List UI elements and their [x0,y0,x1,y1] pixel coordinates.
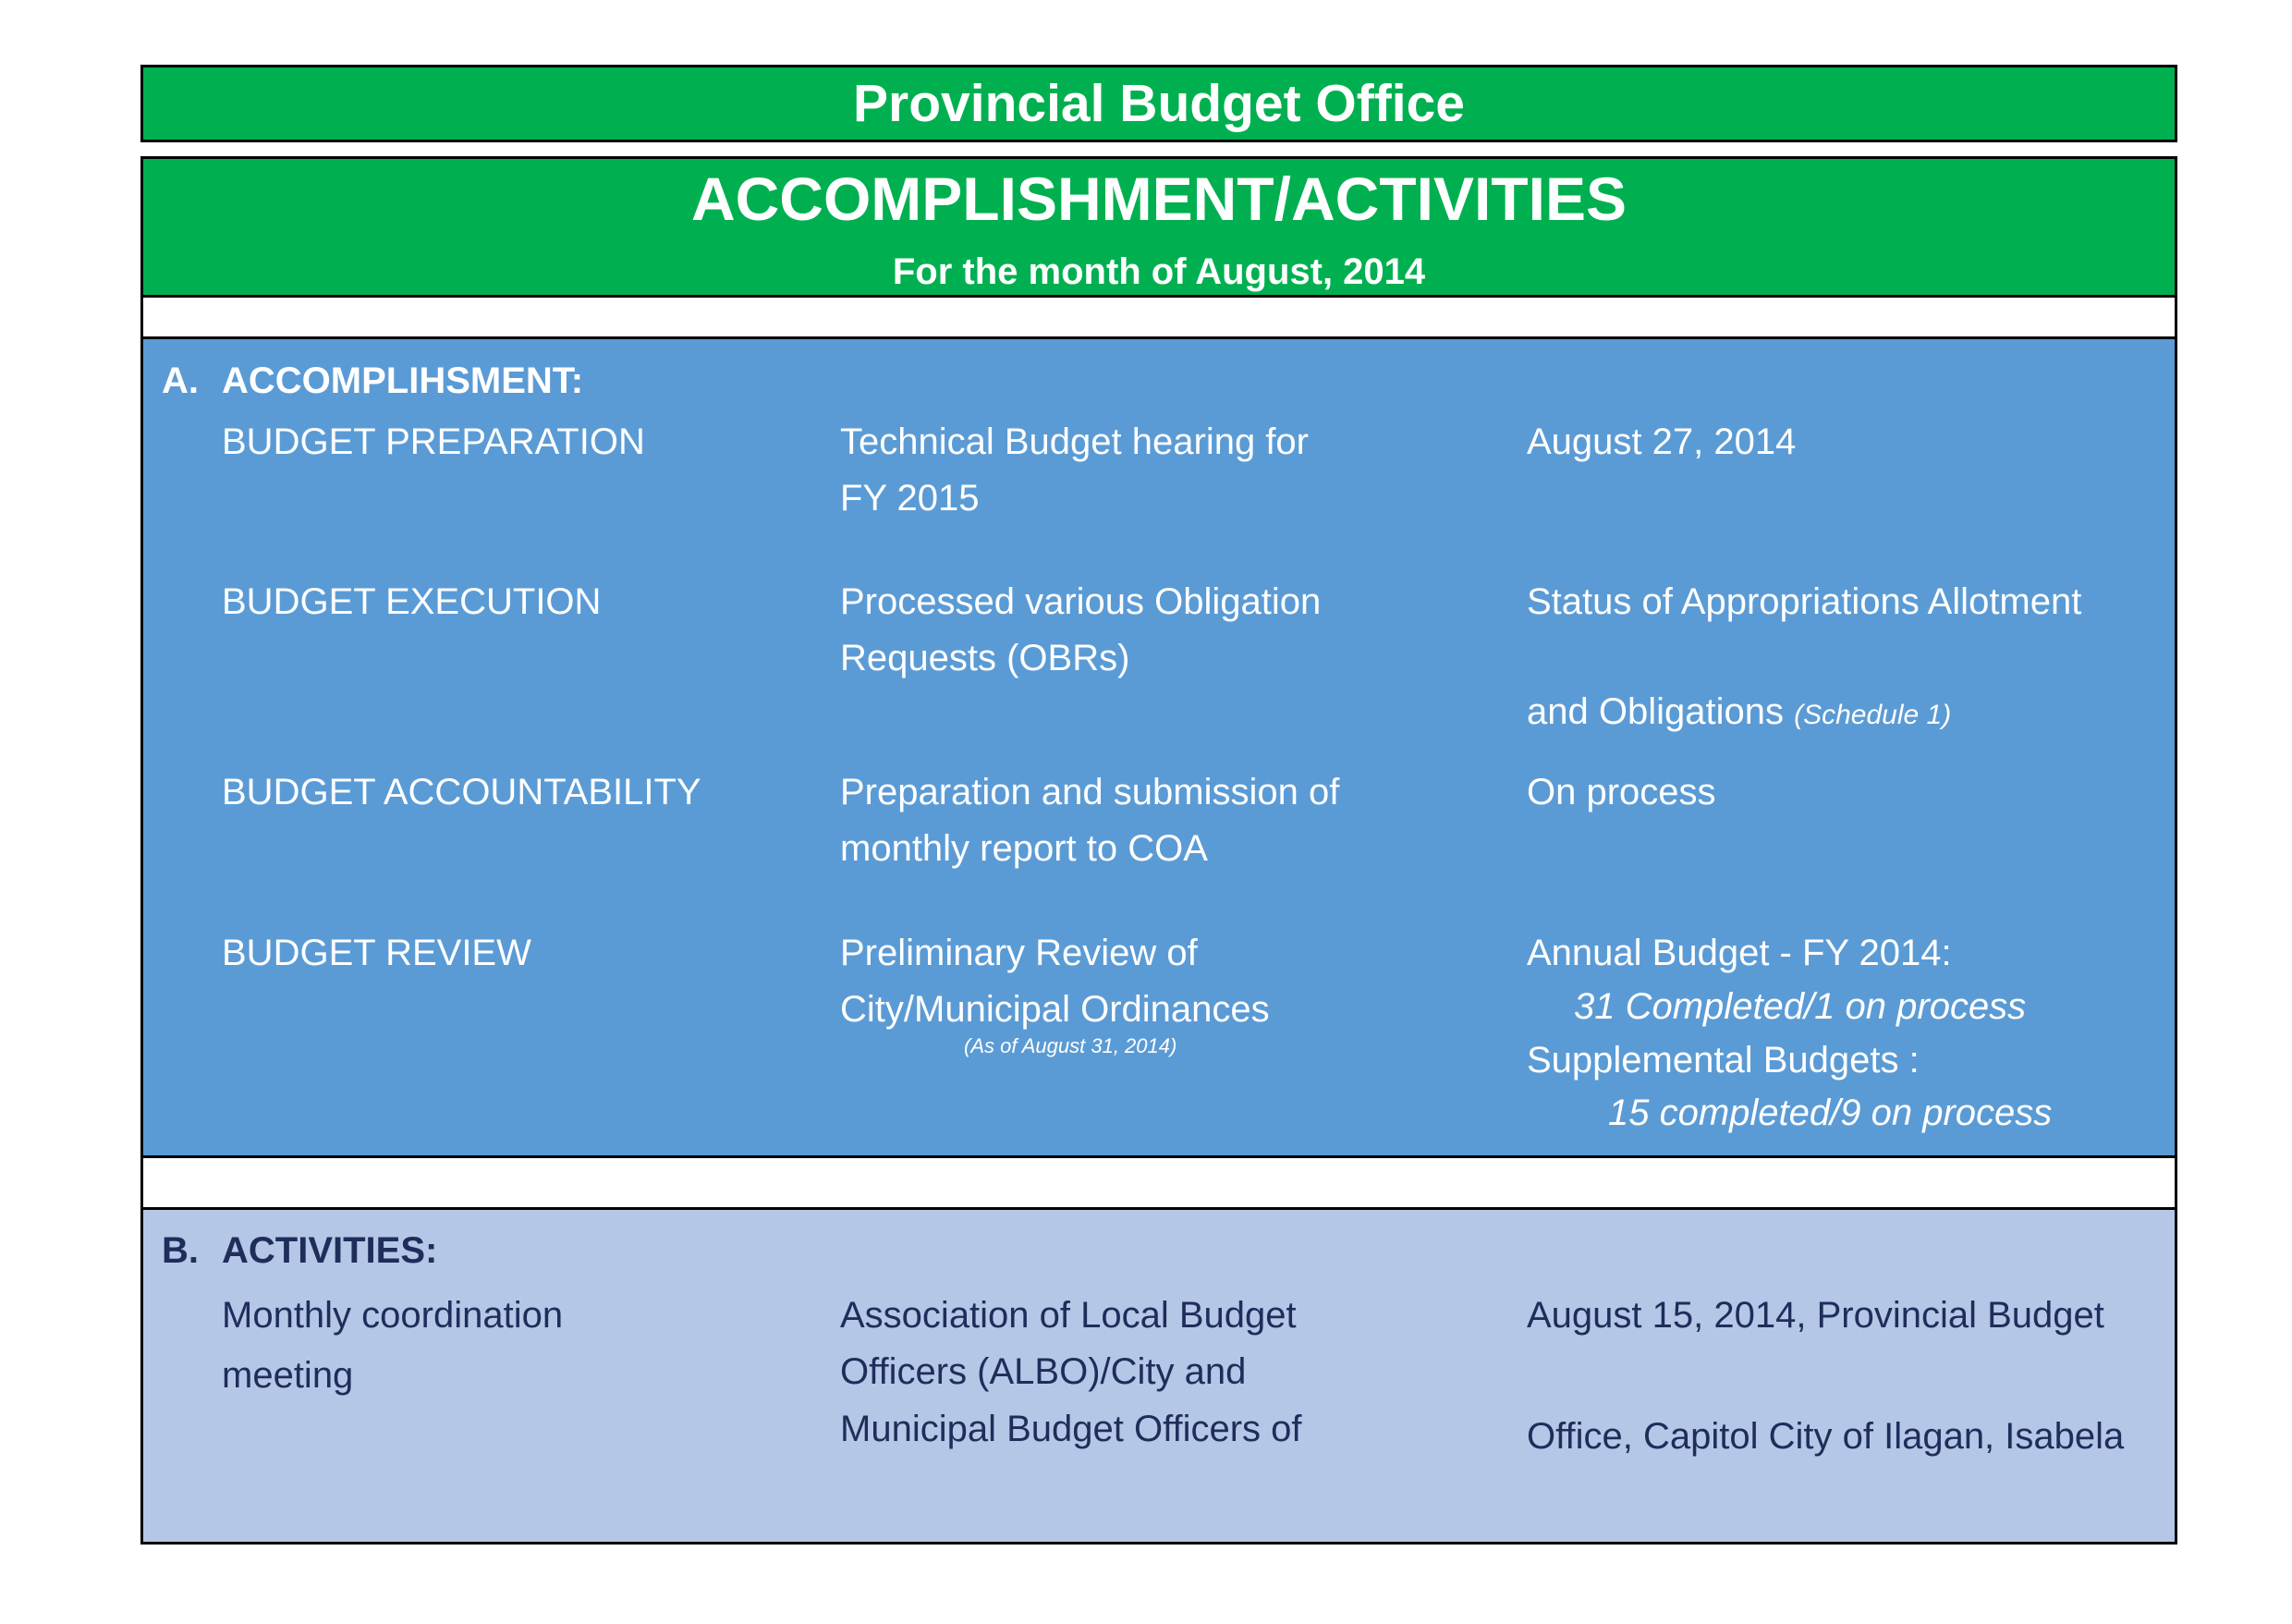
activity-line: Requests (OBRs) [840,638,1130,678]
activity-line: Preparation and submission of [840,772,1340,812]
as-of-note: (As of August 31, 2014) [964,1034,1177,1057]
activity-line: monthly report to COA [840,828,1208,869]
category-budget-review: BUDGET REVIEW [222,933,531,973]
section-a-marker: A. [162,360,199,401]
status-line: Status of Appropriations Allotment [1527,581,2082,622]
activity-line: FY 2015 [840,478,980,519]
details-line: August 15, 2014, Provincial Budget [1527,1295,2104,1336]
status-line: August 27, 2014 [1527,421,1797,462]
status-line: 31 Completed/1 on process [1574,986,2027,1027]
activity-line: Technical Budget hearing for [840,421,1309,462]
activity-line: Processed various Obligation [840,581,1322,622]
participants-line: Association of Local Budget [840,1295,1297,1336]
activity-line: meeting [222,1355,354,1396]
status-text: and Obligations [1527,691,1784,732]
activity-line: City/Municipal Ordinances [840,989,1270,1030]
participants-line: Municipal Budget Officers of [840,1409,1302,1449]
activity-line: Monthly coordination [222,1295,564,1336]
spacer-row [140,1155,2177,1210]
status-line: On process [1527,772,1716,812]
report-title-bar [140,156,2177,298]
category-budget-preparation: BUDGET PREPARATION [222,421,645,462]
office-name: Provincial Budget Office [853,74,1465,133]
report-period: For the month of August, 2014 [892,251,1426,292]
status-line: 15 completed/9 on process [1608,1093,2053,1133]
status-line: Annual Budget - FY 2014: [1527,933,1952,973]
schedule-note: (Schedule 1) [1794,700,1952,730]
report-title: ACCOMPLISHMENT/ACTIVITIES [690,165,1627,233]
section-b-marker: B. [162,1230,199,1271]
status-line: Supplemental Budgets : [1527,1040,1920,1081]
section-b-heading: ACTIVITIES: [222,1230,438,1271]
details-line: Office, Capitol City of Ilagan, Isabela [1527,1416,2125,1457]
status-line [1527,683,1951,744]
office-title-bar [140,65,2177,142]
activity-line: Preliminary Review of [840,933,1198,973]
section-a-heading: ACCOMPLIHSMENT: [222,360,584,401]
category-budget-accountability: BUDGET ACCOUNTABILITY [222,772,701,812]
activities-section [140,1207,2177,1545]
spacer-row [140,295,2177,339]
accomplishment-section [140,336,2177,1158]
participants-line: Officers (ALBO)/City and [840,1351,1247,1392]
category-budget-execution: BUDGET EXECUTION [222,581,602,622]
